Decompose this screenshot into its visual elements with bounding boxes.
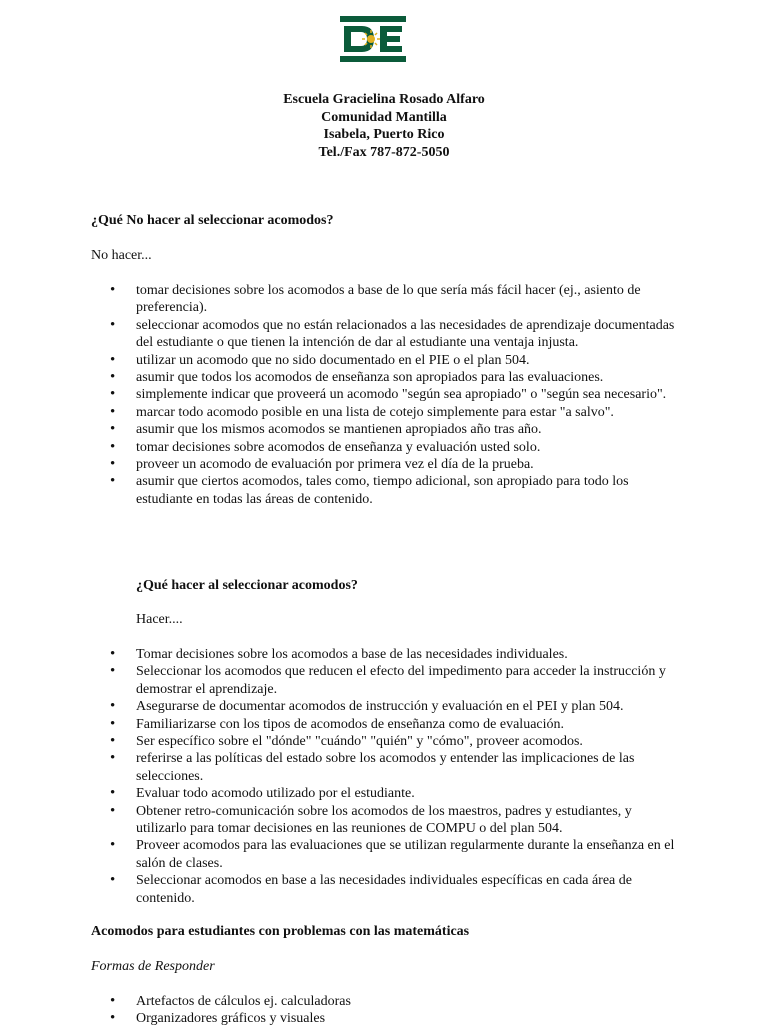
list-item: • Organizadores gráficos y visuales xyxy=(136,1010,676,1027)
list-item: • Evaluar todo acomodo utilizado por el estudiante. xyxy=(136,785,676,802)
section3-subtitle: Formas de Responder xyxy=(91,959,215,974)
city-name: Isabela, Puerto Rico xyxy=(323,127,445,142)
list-item: • asumir que los mismos acomodos se mantienen apropiados año tras año. xyxy=(136,421,676,438)
section3-title: Acomodos para estudiantes con problemas con las matemáticas xyxy=(91,924,470,939)
list-item: • tomar decisiones sobre acomodos de enseñanza y evaluación usted solo. xyxy=(136,439,676,456)
list-item: • Obtener retro-comunicación sobre los acomodos de los maestros, padres y estudiantes, y utilizarlo para tomar decisiones en las reuniones de COMPU o del plan 504. xyxy=(136,803,676,838)
community-name: Comunidad Mantilla xyxy=(321,109,447,125)
list-item: • Seleccionar acomodos en base a las necesidades individuales específicas en cada área de contenido. xyxy=(136,872,676,907)
list-item: • Asegurarse de documentar acomodos de instrucción y evaluación en el PEI y plan 504. xyxy=(136,698,676,715)
list-item: • Tomar decisiones sobre los acomodos a base de las necesidades individuales. xyxy=(136,646,676,663)
list-item: • tomar decisiones sobre los acomodos a base de lo que sería más fácil hacer (ej., asiento de preferencia). xyxy=(136,282,676,317)
section2-title: ¿Qué hacer al seleccionar acomodos? xyxy=(136,578,358,593)
list-item: • seleccionar acomodos que no están relacionados a las necesidades de aprendizaje documentadas del estudiante o que tienen la intención de dar al estudiante una ventaja injusta. xyxy=(136,317,676,352)
section1-title: ¿Qué No hacer al seleccionar acomodos? xyxy=(91,213,334,228)
de-logo-icon xyxy=(340,16,406,62)
school-name: Escuela Gracielina Rosado Alfaro xyxy=(283,92,485,107)
list-item: • simplemente indicar que proveerá un acomodo "según sea apropiado" o "según sea necesario". xyxy=(136,386,676,403)
school-header xyxy=(0,91,768,161)
section3-list xyxy=(136,993,676,1028)
list-item: • proveer un acomodo de evaluación por primera vez el día de la prueba. xyxy=(136,456,676,473)
list-item: • Familiarizarse con los tipos de acomodos de enseñanza como de evaluación. xyxy=(136,716,676,733)
list-item: • asumir que todos los acomodos de enseñanza son apropiados para las evaluaciones. xyxy=(136,369,676,386)
section1-intro: No hacer... xyxy=(91,248,152,263)
section2-intro: Hacer.... xyxy=(136,612,183,627)
list-item: • asumir que ciertos acomodos, tales como, tiempo adicional, son apropiado para todo los estudiante en todas las áreas de contenido. xyxy=(136,473,676,508)
list-item: • marcar todo acomodo posible en una lista de cotejo simplemente para estar "a salvo". xyxy=(136,404,676,421)
section2-list xyxy=(136,646,676,907)
list-item: • Artefactos de cálculos ej. calculadoras xyxy=(136,993,676,1010)
list-item: • referirse a las políticas del estado sobre los acomodos y entender las implicaciones de las selecciones. xyxy=(136,750,676,785)
section1-list xyxy=(136,282,676,508)
list-item: • Seleccionar los acomodos que reducen el efecto del impedimento para acceder la instrucción y demostrar el aprendizaje. xyxy=(136,663,676,698)
phone-number: Tel./Fax 787-872-5050 xyxy=(318,144,450,160)
list-item: • utilizar un acomodo que no sido documentado en el PIE o el plan 504. xyxy=(136,352,676,369)
list-item: • Ser específico sobre el "dónde" "cuándo" "quién" y "cómo", proveer acomodos. xyxy=(136,733,676,750)
list-item: • Proveer acomodos para las evaluaciones que se utilizan regularmente durante la enseñanza en el salón de clases. xyxy=(136,837,676,872)
